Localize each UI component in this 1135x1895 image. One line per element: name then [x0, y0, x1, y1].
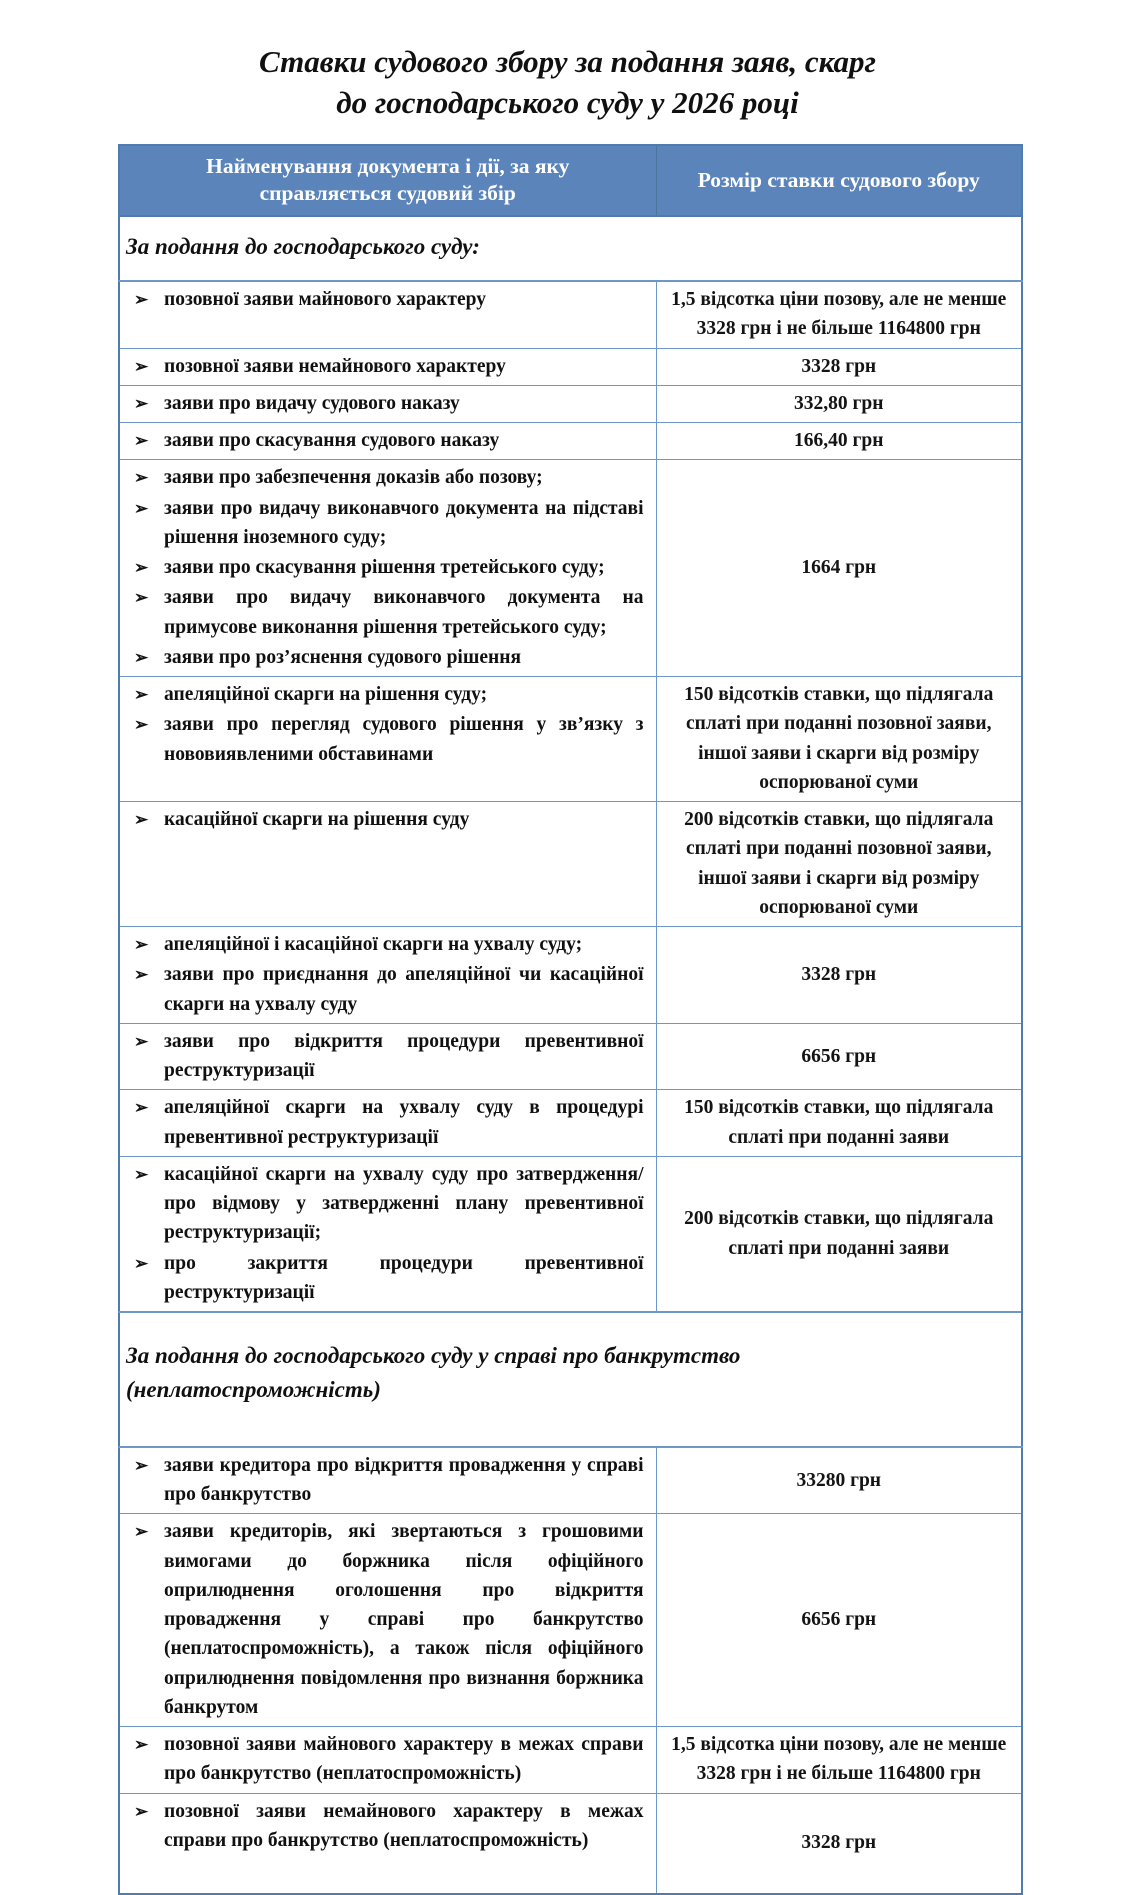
list-item-label: заяви про видачу судового наказу: [164, 392, 460, 414]
document-description-cell: [119, 1514, 656, 1727]
arrow-bullet-icon: ➢: [134, 1801, 149, 1821]
page-title-line2: до господарського суду у 2026 році: [336, 84, 799, 120]
arrow-bullet-icon: ➢: [134, 1253, 149, 1273]
document-description-cell: [119, 927, 656, 1024]
page-title-line1: Ставки судового збору за подання заяв, скарг: [258, 44, 877, 79]
list-item-label: позовної заяви немайнового характеру: [164, 355, 506, 377]
list-item: [128, 352, 644, 381]
list-item: [128, 805, 644, 834]
arrow-bullet-icon: ➢: [134, 1735, 149, 1755]
table-row: [119, 1514, 1022, 1727]
document-description-cell: [119, 1727, 656, 1794]
header-document-name: Найменування документа і дії, за яку справляється судовий збір: [119, 145, 656, 216]
list-item-label: заяви про приєднання до апеляційної чи касаційної скарги на ухвалу суду: [164, 964, 644, 1015]
list-item-label: касаційної скарги на рішення суду: [164, 809, 470, 831]
list-item: [128, 285, 644, 314]
list-item-label: апеляційної скарги на рішення суду;: [164, 684, 488, 706]
section-heading: За подання до господарського суду у справі про банкрутство (неплатоспроможність): [119, 1312, 1022, 1447]
arrow-bullet-icon: ➢: [134, 498, 149, 518]
arrow-bullet-icon: ➢: [134, 935, 149, 955]
section-heading-row: [119, 216, 1022, 281]
document-description-cell: [119, 1023, 656, 1090]
list-item: [128, 1517, 644, 1722]
arrow-bullet-icon: ➢: [134, 685, 149, 705]
arrow-bullet-icon: ➢: [134, 1164, 149, 1184]
table-row: [119, 1447, 1022, 1514]
arrow-bullet-icon: ➢: [134, 1522, 149, 1542]
list-item: [128, 930, 644, 959]
list-item: [128, 960, 644, 1019]
arrow-bullet-icon: ➢: [134, 715, 149, 735]
fee-value-cell: 332,80 грн: [656, 385, 1022, 422]
section-heading: За подання до господарського суду:: [119, 216, 1022, 281]
fee-value-cell: 1,5 відсотка ціни позову, але не менше 3328 грн і не більше 1164800 грн: [656, 1727, 1022, 1794]
list-item: [128, 1160, 644, 1248]
list-item-label: заяви про роз’яснення судового рішення: [164, 646, 521, 668]
fee-value-cell: 6656 грн: [656, 1023, 1022, 1090]
list-item-label: заяви про забезпечення доказів або позову;: [164, 467, 543, 489]
section-heading-row: [119, 1312, 1022, 1447]
document-description-cell: [119, 1793, 656, 1894]
arrow-bullet-icon: ➢: [134, 810, 149, 830]
arrow-bullet-icon: ➢: [134, 1455, 149, 1475]
page-title: [65, 42, 1070, 124]
fee-value-cell: 3328 грн: [656, 927, 1022, 1024]
document-description-cell: [119, 423, 656, 460]
list-item: [128, 553, 644, 582]
arrow-bullet-icon: ➢: [134, 431, 149, 451]
arrow-bullet-icon: ➢: [134, 965, 149, 985]
list-item-label: апеляційної скарги на ухвалу суду в процедурі превентивної реструктуризації: [164, 1097, 644, 1148]
list-item: [128, 426, 644, 455]
table-row: [119, 1793, 1022, 1894]
fee-value-cell: 1664 грн: [656, 460, 1022, 677]
arrow-bullet-icon: ➢: [134, 468, 149, 488]
table-row: [119, 423, 1022, 460]
table-row: [119, 348, 1022, 385]
document-description-cell: [119, 1156, 656, 1312]
fee-value-cell: 3328 грн: [656, 348, 1022, 385]
document-description-cell: [119, 677, 656, 802]
document-description-cell: [119, 460, 656, 677]
list-item-label: заяви про видачу виконавчого документа на підставі рішення іноземного суду;: [164, 497, 644, 548]
arrow-bullet-icon: ➢: [134, 393, 149, 413]
fee-value-cell: 166,40 грн: [656, 423, 1022, 460]
list-item: [128, 710, 644, 769]
list-item: [128, 1730, 644, 1789]
list-item-label: про закриття процедури превентивної реструктуризації: [164, 1252, 644, 1303]
table-row: [119, 281, 1022, 348]
arrow-bullet-icon: ➢: [134, 1031, 149, 1051]
header-fee-size: Розмір ставки судового збору: [656, 145, 1022, 216]
document-description-cell: [119, 385, 656, 422]
list-item-label: позовної заяви майнового характеру в межах справи про банкрутство (неплатоспроможність): [164, 1734, 644, 1785]
arrow-bullet-icon: ➢: [134, 647, 149, 667]
document-description-cell: [119, 1447, 656, 1514]
document-description-cell: [119, 1090, 656, 1157]
table-row: [119, 1156, 1022, 1312]
table-row: [119, 1023, 1022, 1090]
document-description-cell: [119, 348, 656, 385]
arrow-bullet-icon: ➢: [134, 558, 149, 578]
table-body: [119, 216, 1022, 1894]
table-row: [119, 1090, 1022, 1157]
list-item-label: заяви про скасування судового наказу: [164, 430, 500, 452]
arrow-bullet-icon: ➢: [134, 588, 149, 608]
list-item-label: касаційної скарги на ухвалу суду про затвердження/про відмову у затвердженні плану превентивної реструктуризації;: [164, 1163, 644, 1244]
list-item-label: заяви про перегляд судового рішення у зв’язку з нововиявленими обставинами: [164, 714, 644, 765]
list-item: [128, 583, 644, 642]
fee-value-cell: 150 відсотків ставки, що підлягала сплаті при поданні заяви: [656, 1090, 1022, 1157]
list-item-label: заяви кредитора про відкриття провадження у справі про банкрутство: [164, 1454, 644, 1506]
table-row: [119, 460, 1022, 677]
fee-value-cell: 1,5 відсотка ціни позову, але не менше 3328 грн і не більше 1164800 грн: [656, 281, 1022, 348]
list-item-label: заяви про скасування рішення третейського суду;: [164, 557, 605, 579]
list-item-label: апеляційної і касаційної скарги на ухвалу суду;: [164, 934, 583, 956]
table-row: [119, 927, 1022, 1024]
fee-value-cell: 150 відсотків ставки, що підлягала сплаті при поданні позовної заяви, іншої заяви і скарги від розміру оспорюваної суми: [656, 677, 1022, 802]
court-fees-table: [118, 144, 1023, 1895]
list-item: [128, 1249, 644, 1308]
list-item-label: заяви кредиторів, які звертаються з грошовими вимогами до боржника після офіційного оприлюднення оголошення про відкриття провадження у справі про банкрутство (неплатоспроможність), а також після офіційного оприлюднення повідомлення про визнання боржника банкрутом: [164, 1521, 644, 1718]
list-item: [128, 1451, 644, 1510]
table-row: [119, 385, 1022, 422]
fee-value-cell: 6656 грн: [656, 1514, 1022, 1727]
arrow-bullet-icon: ➢: [134, 356, 149, 376]
fee-value-cell: 3328 грн: [656, 1793, 1022, 1894]
arrow-bullet-icon: ➢: [134, 1098, 149, 1118]
list-item: [128, 1093, 644, 1152]
list-item-label: позовної заяви майнового характеру: [164, 289, 486, 311]
list-item: [128, 463, 644, 492]
table-header: [119, 145, 1022, 216]
list-item-label: заяви про відкриття процедури превентивної реструктуризації: [164, 1030, 644, 1082]
list-item: [128, 494, 644, 553]
list-item: [128, 389, 644, 418]
fee-value-cell: 200 відсотків ставки, що підлягала сплаті при поданні заяви: [656, 1156, 1022, 1312]
list-item: [128, 1797, 644, 1856]
fee-value-cell: 33280 грн: [656, 1447, 1022, 1514]
list-item-label: заяви про видачу виконавчого документа на примусове виконання рішення третейського суду;: [164, 587, 644, 638]
fee-value-cell: 200 відсотків ставки, що підлягала сплаті при поданні позовної заяви, іншої заяви і скарги від розміру оспорюваної суми: [656, 802, 1022, 927]
arrow-bullet-icon: ➢: [134, 290, 149, 310]
document-description-cell: [119, 802, 656, 927]
document-description-cell: [119, 281, 656, 348]
list-item-label: позовної заяви немайнового характеру в межах справи про банкрутство (неплатоспроможність): [164, 1800, 644, 1851]
table-row: [119, 802, 1022, 927]
list-item: [128, 643, 644, 672]
table-row: [119, 1727, 1022, 1794]
list-item: [128, 680, 644, 709]
table-row: [119, 677, 1022, 802]
list-item: [128, 1027, 644, 1086]
